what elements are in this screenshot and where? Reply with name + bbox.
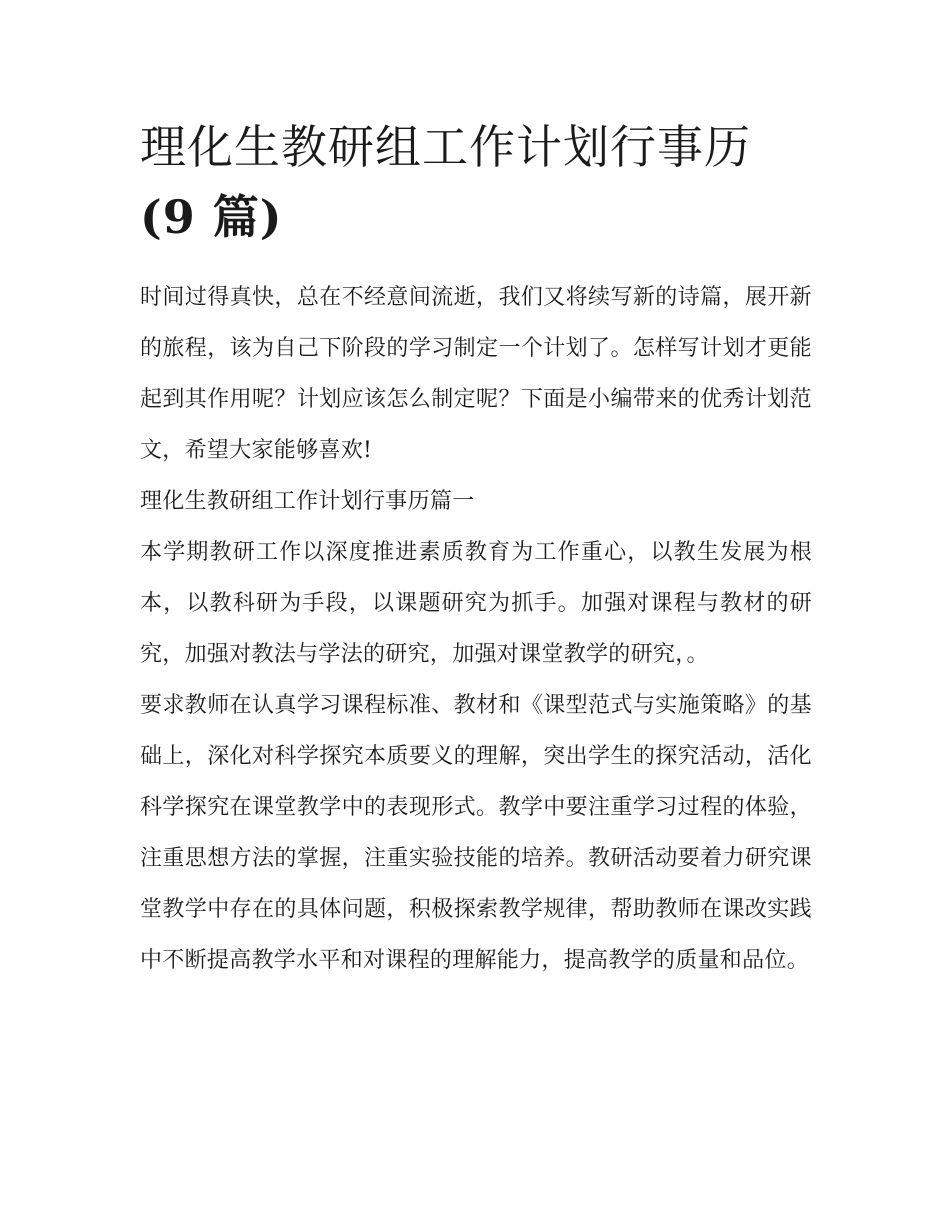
intro-paragraph: 时间过得真快，总在不经意间流逝，我们又将续写新的诗篇，展开新的旅程，该为自己下阶段的学习制定一个计划了。怎样写计划才更能起到其作用呢？计划应该怎么制定呢？下面是小编带来的优秀计划范文，希望大家能够喜欢! — [140, 285, 812, 463]
body-paragraph: 本学期教研工作以深度推进素质教育为工作重心，以教生发展为根本，以教科研为手段，以课题研究为抓手。加强对课程与教材的研究，加强对教法与学法的研究，加强对课堂教学的研究，。 — [140, 540, 812, 667]
body-paragraph: 要求教师在认真学习课程标准、教材和《课型范式与实施策略》的基础上，深化对科学探究本质要义的理解，突出学生的探究活动，活化科学探究在课堂教学中的表现形式。教学中要注重学习过程的体验，注重思想方法的掌握，注重实验技能的培养。教研活动要着力研究课堂教学中存在的具体问题，积极探索教学规律，帮助教师在课改实践中不断提高教学水平和对课程的理解能力，提高教学的质量和品位。 — [140, 693, 812, 973]
section-heading: 理化生教研组工作计划行事历篇一 — [140, 489, 475, 514]
document-title-suffix: (9 篇) — [140, 190, 283, 244]
document-title-main: 理化生教研组工作计划行事历 — [140, 120, 751, 174]
document-title — [140, 112, 812, 252]
document-body — [140, 112, 812, 986]
